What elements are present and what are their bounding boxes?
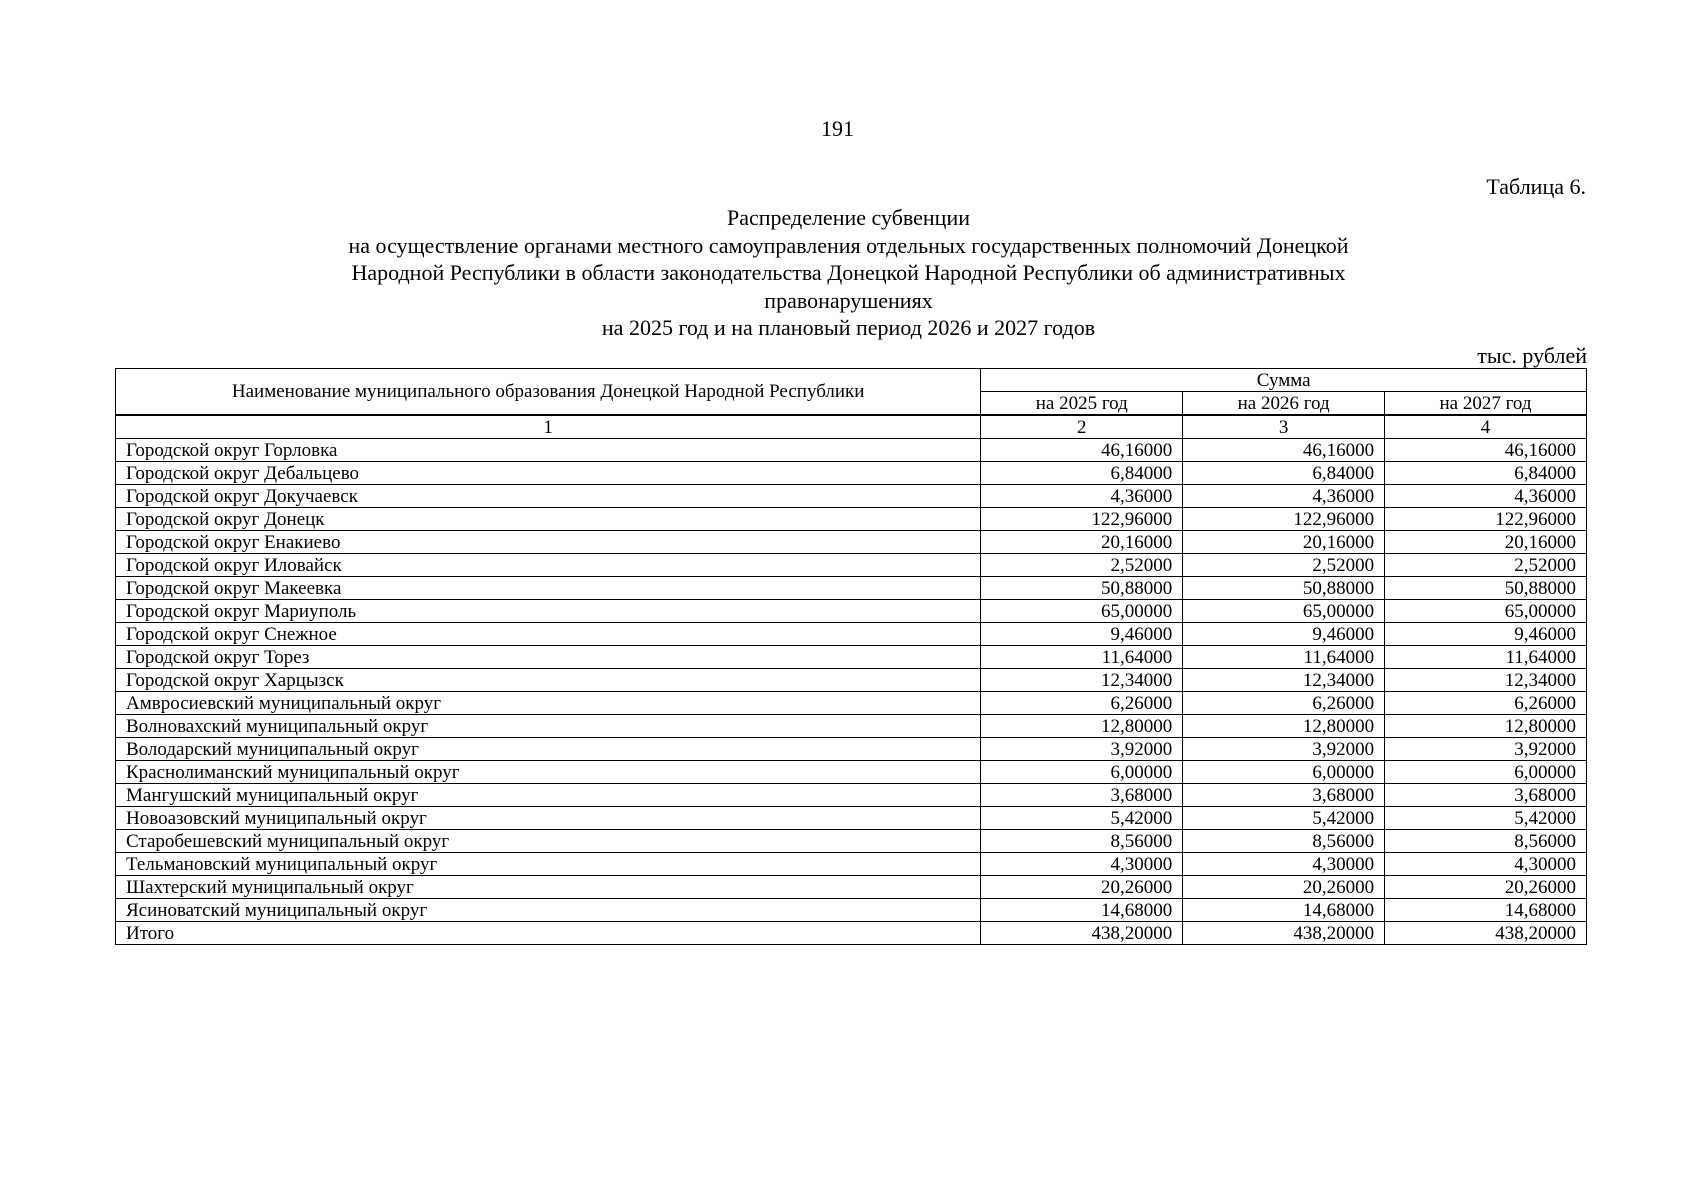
value-2025-cell: 9,46000 [981, 623, 1183, 646]
table-row [116, 692, 1587, 715]
value-2025-cell: 20,26000 [981, 876, 1183, 899]
table-row [116, 554, 1587, 577]
value-2026-cell: 3,92000 [1183, 738, 1385, 761]
value-2025-cell: 3,68000 [981, 784, 1183, 807]
value-2026-cell: 438,20000 [1183, 922, 1385, 945]
title-line: Народной Республики в области законодательства Донецкой Народной Республики об административных [351, 260, 1346, 285]
value-2025-cell: 2,52000 [981, 554, 1183, 577]
column-number: 1 [116, 415, 981, 439]
value-2025-cell: 11,64000 [981, 646, 1183, 669]
value-2026-cell: 11,64000 [1183, 646, 1385, 669]
value-2025-cell: 438,20000 [981, 922, 1183, 945]
value-2027-cell: 20,16000 [1385, 531, 1587, 554]
value-2026-cell: 4,36000 [1183, 485, 1385, 508]
value-2027-cell: 9,46000 [1385, 623, 1587, 646]
value-2026-cell: 65,00000 [1183, 600, 1385, 623]
value-2026-cell: 20,16000 [1183, 531, 1385, 554]
value-2025-cell: 12,34000 [981, 669, 1183, 692]
value-2025-cell: 122,96000 [981, 508, 1183, 531]
page-number [0, 116, 1697, 142]
municipality-name-cell: Городской округ Иловайск [116, 554, 981, 577]
value-2026-cell: 50,88000 [1183, 577, 1385, 600]
value-2026-cell: 8,56000 [1183, 830, 1385, 853]
value-2026-cell: 6,84000 [1183, 462, 1385, 485]
table-row [116, 807, 1587, 830]
municipality-name-cell: Ясиноватский муниципальный округ [116, 899, 981, 922]
municipality-name-cell: Городской округ Мариуполь [116, 600, 981, 623]
value-2026-cell: 12,34000 [1183, 669, 1385, 692]
table-row [116, 669, 1587, 692]
value-2027-cell: 46,16000 [1385, 439, 1587, 462]
municipality-name-cell: Шахтерский муниципальный округ [116, 876, 981, 899]
value-2026-cell: 3,68000 [1183, 784, 1385, 807]
municipality-name-cell: Амвросиевский муниципальный округ [116, 692, 981, 715]
municipality-name-cell: Городской округ Енакиево [116, 531, 981, 554]
title-line: на 2025 год и на плановый период 2026 и 2027 годов [601, 315, 1096, 340]
municipality-name-cell: Городской округ Дебальцево [116, 462, 981, 485]
value-2026-cell: 14,68000 [1183, 899, 1385, 922]
table-header-row [116, 369, 1587, 392]
value-2027-cell: 65,00000 [1385, 600, 1587, 623]
value-2026-cell: 6,26000 [1183, 692, 1385, 715]
table-row [116, 485, 1587, 508]
value-2025-cell: 20,16000 [981, 531, 1183, 554]
municipality-name-cell: Новоазовский муниципальный округ [116, 807, 981, 830]
value-2026-cell: 9,46000 [1183, 623, 1385, 646]
value-2027-cell: 8,56000 [1385, 830, 1587, 853]
value-2027-cell: 50,88000 [1385, 577, 1587, 600]
municipality-name-cell: Краснолиманский муниципальный округ [116, 761, 981, 784]
value-2027-cell: 2,52000 [1385, 554, 1587, 577]
table-row [116, 439, 1587, 462]
value-2027-cell: 11,64000 [1385, 646, 1587, 669]
table-row [116, 577, 1587, 600]
value-2027-cell: 6,84000 [1385, 462, 1587, 485]
units-label: тыс. рублей [1477, 343, 1587, 368]
table-row [116, 462, 1587, 485]
table-row [116, 830, 1587, 853]
municipality-name-cell: Городской округ Донецк [116, 508, 981, 531]
table-row [116, 876, 1587, 899]
value-2027-cell: 5,42000 [1385, 807, 1587, 830]
table-row [116, 784, 1587, 807]
value-2026-cell: 5,42000 [1183, 807, 1385, 830]
municipality-name-cell: Городской округ Снежное [116, 623, 981, 646]
header-year-2026: на 2026 год [1183, 392, 1385, 416]
municipality-name-cell: Володарский муниципальный округ [116, 738, 981, 761]
table-row [116, 646, 1587, 669]
municipality-name-cell: Городской округ Докучаевск [116, 485, 981, 508]
value-2025-cell: 50,88000 [981, 577, 1183, 600]
value-2025-cell: 65,00000 [981, 600, 1183, 623]
municipality-name-cell: Мангушский муниципальный округ [116, 784, 981, 807]
value-2026-cell: 122,96000 [1183, 508, 1385, 531]
table-row [116, 600, 1587, 623]
header-year-2025: на 2025 год [981, 392, 1183, 416]
value-2026-cell: 4,30000 [1183, 853, 1385, 876]
total-row [116, 922, 1587, 945]
table-row [116, 623, 1587, 646]
value-2027-cell: 438,20000 [1385, 922, 1587, 945]
title-line: на осуществление органами местного самоуправления отдельных государственных полномочий Донецкой [348, 232, 1349, 258]
value-2025-cell: 6,26000 [981, 692, 1183, 715]
column-number: 2 [981, 415, 1183, 439]
value-2025-cell: 6,00000 [981, 761, 1183, 784]
value-2027-cell: 12,80000 [1385, 715, 1587, 738]
value-2027-cell: 4,30000 [1385, 853, 1587, 876]
value-2027-cell: 14,68000 [1385, 899, 1587, 922]
value-2025-cell: 8,56000 [981, 830, 1183, 853]
column-number: 4 [1385, 415, 1587, 439]
table-row [116, 853, 1587, 876]
municipality-name-cell: Волновахский муниципальный округ [116, 715, 981, 738]
value-2027-cell: 12,34000 [1385, 669, 1587, 692]
value-2027-cell: 20,26000 [1385, 876, 1587, 899]
header-municipality-name: Наименование муниципального образования Донецкой Народной Республики [116, 369, 981, 416]
value-2025-cell: 12,80000 [981, 715, 1183, 738]
value-2025-cell: 5,42000 [981, 807, 1183, 830]
municipality-name-cell: Городской округ Макеевка [116, 577, 981, 600]
subvention-table [115, 368, 1587, 945]
value-2026-cell: 20,26000 [1183, 876, 1385, 899]
header-year-2027: на 2027 год [1385, 392, 1587, 416]
value-2025-cell: 4,30000 [981, 853, 1183, 876]
table-row [116, 508, 1587, 531]
value-2025-cell: 3,92000 [981, 738, 1183, 761]
municipality-name-cell: Городской округ Харцызск [116, 669, 981, 692]
title-line: Распределение субвенции [726, 205, 971, 230]
column-number-row [116, 415, 1587, 439]
table-row [116, 899, 1587, 922]
value-2026-cell: 12,80000 [1183, 715, 1385, 738]
value-2025-cell: 46,16000 [981, 439, 1183, 462]
value-2026-cell: 6,00000 [1183, 761, 1385, 784]
table-row [116, 715, 1587, 738]
value-2025-cell: 6,84000 [981, 462, 1183, 485]
municipality-name-cell: Городской округ Торез [116, 646, 981, 669]
table-row [116, 738, 1587, 761]
municipality-name-cell: Городской округ Горловка [116, 439, 981, 462]
document-title [0, 204, 1697, 342]
value-2027-cell: 6,26000 [1385, 692, 1587, 715]
value-2026-cell: 2,52000 [1183, 554, 1385, 577]
value-2027-cell: 4,36000 [1385, 485, 1587, 508]
table-label: Таблица 6. [1486, 174, 1586, 199]
page-number-text: 191 [821, 116, 854, 141]
value-2027-cell: 3,68000 [1385, 784, 1587, 807]
municipality-name-cell: Итого [116, 922, 981, 945]
municipality-name-cell: Старобешевский муниципальный округ [116, 830, 981, 853]
table-row [116, 531, 1587, 554]
column-number: 3 [1183, 415, 1385, 439]
value-2026-cell: 46,16000 [1183, 439, 1385, 462]
table-row [116, 761, 1587, 784]
header-sum: Сумма [981, 369, 1587, 392]
title-line: правонарушениях [764, 287, 933, 313]
value-2025-cell: 4,36000 [981, 485, 1183, 508]
value-2025-cell: 14,68000 [981, 899, 1183, 922]
municipality-name-cell: Тельмановский муниципальный округ [116, 853, 981, 876]
value-2027-cell: 6,00000 [1385, 761, 1587, 784]
value-2027-cell: 3,92000 [1385, 738, 1587, 761]
value-2027-cell: 122,96000 [1385, 508, 1587, 531]
